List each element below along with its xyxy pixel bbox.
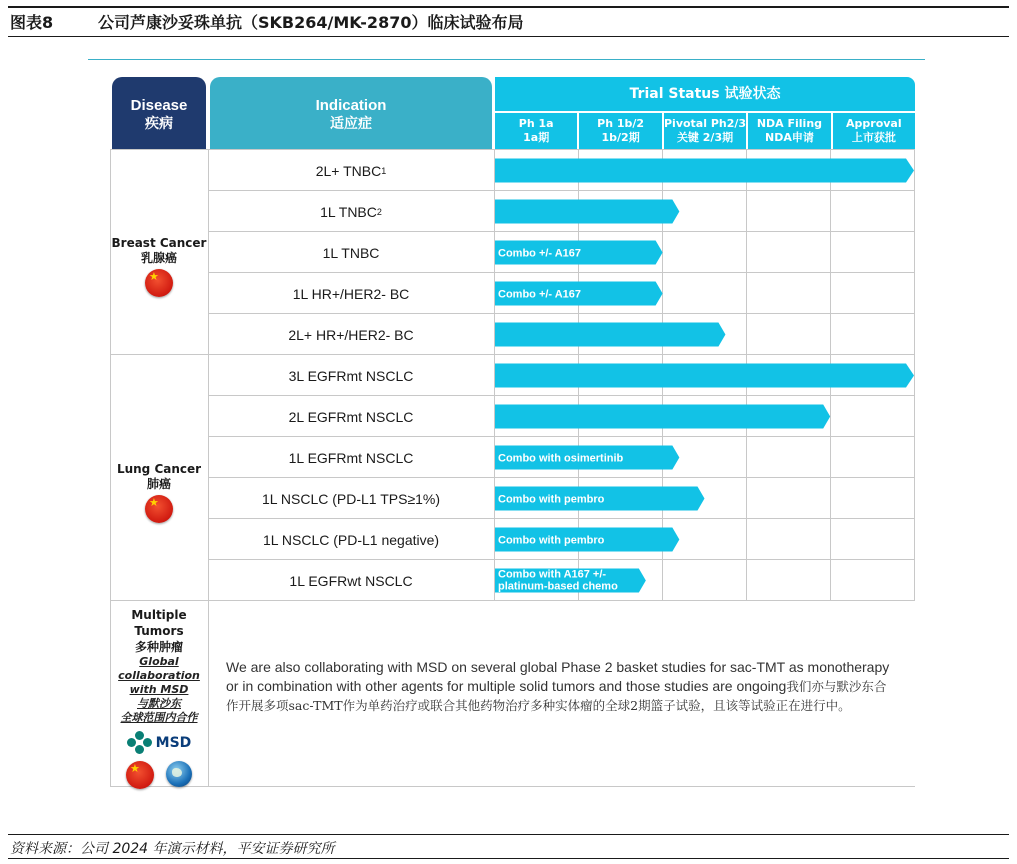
note-en: We are also collaborating with MSD on several global Phase 2 basket studies for sac-TMT as monotherapy or in combination with other agents for multiple solid tumors and those studies are ongoing (226, 659, 890, 694)
indication-text: 3L EGFRmt NSCLC (288, 367, 414, 384)
multi-title-2: Tumors (134, 624, 184, 638)
trial-bar (495, 159, 914, 183)
multi-sub-4: 与默沙东 (137, 697, 181, 710)
multi-sub-3: with MSD (129, 683, 189, 696)
phase-approval-en: Approval (846, 117, 902, 130)
indication-text: 1L NSCLC (PD-L1 TPS≥1%) (261, 490, 441, 507)
figure-label: 图表8 (10, 13, 54, 32)
multi-sub-5: 全球范围内合作 (120, 711, 198, 724)
phase-pivotal-zh: 关键 2/3期 (676, 131, 734, 144)
trial-bar (495, 200, 679, 224)
disease-breast-zh: 乳腺癌 (140, 251, 177, 265)
disease-lung-en: Lung Cancer (116, 462, 202, 476)
trial-bar-label: platinum-based chemo (498, 580, 618, 593)
phase-ph1b2-en: Ph 1b/2 (597, 117, 645, 130)
disease-lung-zh: 肺癌 (146, 477, 171, 491)
trial-bar (495, 364, 914, 388)
indication-text: 1L EGFRmt NSCLC (288, 449, 414, 466)
disease-breast-en: Breast Cancer (111, 236, 207, 250)
indication-text: 1L NSCLC (PD-L1 negative) (262, 531, 440, 548)
china-flag-icon: ★ (145, 495, 173, 523)
figure-title-text: 公司芦康沙妥珠单抗（SKB264/MK-2870）临床试验布局 (98, 13, 524, 32)
trial-bar-label: Combo with A167 +/- (498, 568, 607, 581)
indication-text: 2L+ HR+/HER2- BC (288, 326, 414, 343)
header-trial-status: Trial Status 试验状态 (495, 77, 915, 111)
footnote-marker: 1 (381, 165, 387, 176)
indication-text: 1L TNBC (322, 244, 380, 261)
header-indication-zh: 适应症 (330, 116, 372, 132)
china-flag-icon: ★ (126, 761, 154, 789)
bottom-rule (8, 834, 1009, 835)
phase-nda-en: NDA Filing (756, 117, 823, 130)
phase-ph1b2-zh: 1b/2期 (601, 131, 640, 144)
header-indication-en: Indication (315, 97, 387, 114)
china-flag-icon: ★ (145, 269, 173, 297)
msd-logo-text: MSD (155, 734, 192, 751)
trial-bar (495, 405, 830, 429)
phase-nda-zh: NDA申请 (764, 131, 814, 144)
trial-bar-label: Combo with pembro (498, 493, 605, 506)
phase-approval-zh: 上市获批 (851, 131, 896, 144)
trial-bar-label: Combo with osimertinib (498, 452, 624, 465)
note-zh: 我们亦与默沙东合作开展多项sac-TMT作为单药治疗或联合其他药物治疗多种实体瘤的全球2期篮子试验，且该等试验正在进行中。 (226, 679, 887, 713)
trial-bar-label: Combo with pembro (498, 534, 605, 547)
trial-bar-label: Combo +/- A167 (498, 247, 582, 260)
phase-ph1a-zh: 1a期 (523, 131, 550, 144)
bottom-rule-2 (8, 858, 1009, 859)
indication-text: 1L EGFRwt NSCLC (289, 572, 413, 589)
trial-bar-label: Combo +/- A167 (498, 288, 582, 301)
header-disease-zh: 疾病 (145, 116, 173, 132)
trial-bar (495, 323, 725, 347)
indication-text: 2L EGFRmt NSCLC (288, 408, 414, 425)
indication-text: 1L TNBC (320, 203, 377, 220)
multi-title-zh: 多种肿瘤 (134, 640, 183, 654)
phase-ph1a-en: Ph 1a (518, 117, 554, 130)
source-note: 资料来源：公司 2024 年演示材料，平安证券研究所 (10, 841, 335, 857)
header-disease-en: Disease (130, 97, 188, 114)
footnote-marker: 2 (376, 206, 382, 217)
indication-text: 2L+ TNBC (315, 162, 382, 179)
multi-title-1: Multiple (131, 608, 187, 622)
collaboration-note (226, 658, 898, 715)
multi-sub-1: Global (139, 655, 179, 668)
multi-sub-2: collaboration (118, 669, 200, 682)
phase-pivotal-en: Pivotal Ph2/3 (663, 117, 747, 130)
indication-text: 1L HR+/HER2- BC (292, 285, 410, 302)
